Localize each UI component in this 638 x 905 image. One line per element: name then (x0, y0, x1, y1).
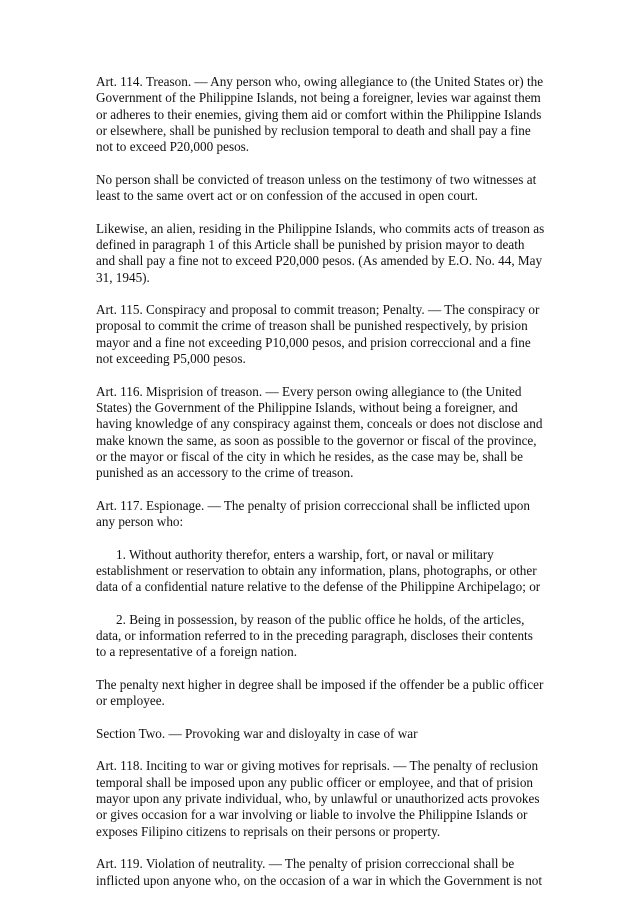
article-116-paragraph: Art. 116. Misprision of treason. — Every person owing allegiance to (the United States) the Government of the Philippine Islands, without being a foreigner, and having knowledge of any conspiracy against them, conceals or does not disclose and make known the same, as soon as possible to the governor or fiscal of the province, or the mayor or fiscal of the city in which he resides, as the case may be, shall be punished as an accessory to the crime of treason. (96, 383, 543, 481)
espionage-item-2: 2. Being in possession, by reason of the public office he holds, of the articles, data, or information referred to in the preceding paragraph, discloses their contents to a representative of a foreign nation. (96, 611, 533, 660)
section-two-heading: Section Two. — Provoking war and disloyalty in case of war (96, 725, 418, 741)
espionage-item-1: 1. Without authority therefor, enters a warship, fort, or naval or military establishment or reservation to obtain any information, plans, photographs, or other data of a confidential nature relative to the defense of the Philippine Archipelago; or (96, 546, 541, 595)
article-115-paragraph: Art. 115. Conspiracy and proposal to commit treason; Penalty. — The conspiracy or proposal to commit the crime of treason shall be punished respectively, by prision mayor and a fine not exceeding P10,000 pesos, and prision correccional and a fine not exceeding P5,000 pesos. (96, 302, 540, 367)
article-114-paragraph: Art. 114. Treason. — Any person who, owing allegiance to (the United States or) the Government of the Philippine Islands, not being a foreigner, levies war against them or adheres to their enemies, giving them aid or comfort within the Philippine Islands or elsewhere, shall be punished by reclusion temporal to death and shall pay a fine not to exceed P20,000 pesos. (96, 74, 544, 155)
article-119-paragraph: Art. 119. Violation of neutrality. — The penalty of prision correccional shall be inflicted upon anyone who, on the occasion of a war in which the Government is not (96, 856, 543, 888)
higher-penalty-paragraph: The penalty next higher in degree shall be imposed if the offender be a public officer or employee. (96, 676, 544, 709)
document-page (96, 74, 546, 905)
alien-treason-paragraph: Likewise, an alien, residing in the Philippine Islands, who commits acts of treason as defined in paragraph 1 of this Article shall be punished by prision mayor to death and shall pay a fine not to exceed P20,000 pesos. (As amended by E.O. No. 44, May 31, 1945). (96, 220, 545, 285)
article-118-paragraph: Art. 118. Inciting to war or giving motives for reprisals. — The penalty of reclusion temporal shall be imposed upon any public officer or employee, and that of prision mayor upon any private individual, who, by unlawful or unauthorized acts provokes or gives occasion for a war involving or liable to involve the Philippine Islands or exposes Filipino citizens to reprisals on their persons or property. (96, 758, 540, 839)
article-117-paragraph: Art. 117. Espionage. — The penalty of prision correccional shall be inflicted upon any person who: (96, 497, 530, 530)
treason-testimony-paragraph: No person shall be convicted of treason unless on the testimony of two witnesses at least to the same overt act or on confession of the accused in open court. (96, 171, 537, 204)
